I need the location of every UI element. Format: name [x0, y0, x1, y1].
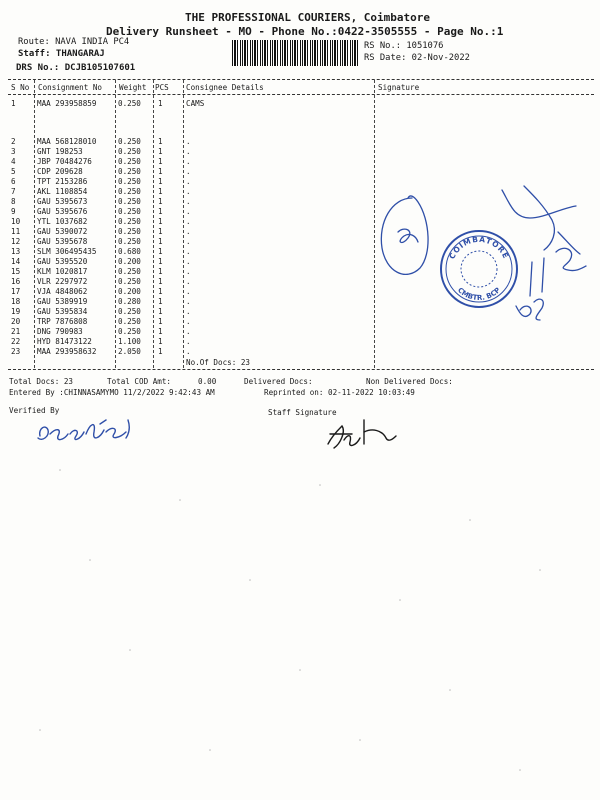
- row-weight: 0.250: [118, 167, 141, 176]
- row-consignment: VJA 4848062: [37, 287, 88, 296]
- table-row: [0, 267, 370, 277]
- table-row: [0, 157, 370, 167]
- row-consignment: GAU 5395676: [37, 207, 88, 216]
- row-consignment: GAU 5395673: [37, 197, 88, 206]
- row-consignee: .: [186, 137, 191, 146]
- col-header-consignment: Consignment No: [38, 83, 103, 92]
- row-pcs: 1: [158, 99, 163, 108]
- verified-by-label: Verified By: [9, 406, 60, 415]
- staff-signature-label: Staff Signature: [268, 408, 337, 417]
- table-row: [0, 227, 370, 237]
- row-consignee: .: [186, 267, 191, 276]
- table-row: [0, 217, 370, 227]
- stamp-bottom-text: CMBTR. BCP: [456, 286, 502, 303]
- row-sno: 21: [11, 327, 21, 336]
- row-weight: 0.250: [118, 177, 141, 186]
- row-weight: 0.250: [118, 197, 141, 206]
- row-weight: 0.250: [118, 157, 141, 166]
- rs-number: RS No.: 1051076: [364, 41, 444, 51]
- delivered-docs: Delivered Docs:: [244, 377, 313, 386]
- row-sno: 7: [11, 187, 16, 196]
- row-weight: 0.250: [118, 147, 141, 156]
- row-consignment: GAU 5390072: [37, 227, 88, 236]
- row-weight: 0.250: [118, 307, 141, 316]
- row-pcs: 1: [158, 257, 163, 266]
- row-sno: 17: [11, 287, 21, 296]
- row-weight: 1.100: [118, 337, 141, 346]
- row-pcs: 1: [158, 297, 163, 306]
- row-pcs: 1: [158, 187, 163, 196]
- row-consignee: .: [186, 147, 191, 156]
- row-sno: 13: [11, 247, 21, 256]
- row-sno: 14: [11, 257, 21, 266]
- table-row: [0, 287, 370, 297]
- row-consignment: CDP 209628: [37, 167, 83, 176]
- row-consignee: CAMS: [186, 99, 205, 108]
- row-consignee: .: [186, 197, 191, 206]
- row-pcs: 1: [158, 207, 163, 216]
- row-sno: 19: [11, 307, 21, 316]
- row-weight: 2.050: [118, 347, 141, 356]
- row-sno: 2: [11, 137, 16, 146]
- row-consignment: GAU 5389919: [37, 297, 88, 306]
- row-consignee: .: [186, 247, 191, 256]
- drs-number: DRS No.: DCJB105107601: [16, 63, 136, 73]
- row-consignment: TPT 2153286: [37, 177, 88, 186]
- table-row: [0, 137, 370, 147]
- table-row: [0, 187, 370, 197]
- table-row: [0, 307, 370, 317]
- table-row: [0, 327, 370, 337]
- row-consignee: .: [186, 207, 191, 216]
- non-delivered-docs: Non Delivered Docs:: [366, 377, 453, 386]
- entered-by: Entered By :CHINNASAMYMO 11/2/2022 9:42:43 AM: [9, 388, 215, 397]
- row-consignee: .: [186, 157, 191, 166]
- table-header-divider: [8, 94, 594, 95]
- row-pcs: 1: [158, 307, 163, 316]
- row-pcs: 1: [158, 227, 163, 236]
- row-sno: 11: [11, 227, 21, 236]
- col-header-signature: Signature: [378, 83, 420, 92]
- table-row: [0, 277, 370, 287]
- row-pcs: 1: [158, 157, 163, 166]
- row-pcs: 1: [158, 287, 163, 296]
- table-row: [0, 147, 370, 157]
- row-consignment: KLM 1020817: [37, 267, 88, 276]
- row-consignment: GAU 5395834: [37, 307, 88, 316]
- row-pcs: 1: [158, 197, 163, 206]
- company-name: THE PROFESSIONAL COURIERS, Coimbatore: [185, 11, 431, 24]
- total-cod-label: Total COD Amt:: [107, 377, 172, 386]
- row-sno: 5: [11, 167, 16, 176]
- total-docs: Total Docs: 23: [9, 377, 74, 386]
- row-consignment: GAU 5395678: [37, 237, 88, 246]
- row-weight: 0.250: [118, 237, 141, 246]
- row-weight: 0.680: [118, 247, 141, 256]
- row-consignee: .: [186, 257, 191, 266]
- row-pcs: 1: [158, 267, 163, 276]
- row-consignment: VLR 2297972: [37, 277, 88, 286]
- row-sno: 1: [11, 99, 16, 108]
- table-row: [0, 197, 370, 207]
- row-pcs: 1: [158, 177, 163, 186]
- table-row: [0, 257, 370, 267]
- row-consignee: .: [186, 297, 191, 306]
- table-row: [0, 297, 370, 307]
- row-pcs: 1: [158, 217, 163, 226]
- row-consignment: HYD 81473122: [37, 337, 92, 346]
- row-consignment: MAA 293958632: [37, 347, 97, 356]
- row-consignment: MAA 568128010: [37, 137, 97, 146]
- row-weight: 0.250: [118, 327, 141, 336]
- row-consignment: TRP 7876808: [37, 317, 88, 326]
- row-pcs: 1: [158, 247, 163, 256]
- table-row: [0, 337, 370, 347]
- runsheet-title: Delivery Runsheet - MO - Phone No.:0422-3505555 - Page No.:1: [106, 25, 504, 38]
- row-consignment: YTL 1037682: [37, 217, 88, 226]
- row-consignee: .: [186, 237, 191, 246]
- col-header-pcs: PCS: [155, 83, 169, 92]
- row-consignee: .: [186, 227, 191, 236]
- row-weight: 0.250: [118, 317, 141, 326]
- row-sno: 3: [11, 147, 16, 156]
- row-pcs: 1: [158, 147, 163, 156]
- row-consignee: .: [186, 337, 191, 346]
- row-sno: 4: [11, 157, 16, 166]
- row-consignee: .: [186, 177, 191, 186]
- row-consignee: .: [186, 347, 191, 356]
- row-weight: 0.250: [118, 187, 141, 196]
- row-consignment: GAU 5395520: [37, 257, 88, 266]
- row-consignee: .: [186, 327, 191, 336]
- row-weight: 0.250: [118, 99, 141, 108]
- row-pcs: 1: [158, 347, 163, 356]
- table-row: [0, 99, 370, 109]
- barcode-image: [232, 40, 360, 66]
- col-header-consignee: Consignee Details: [186, 83, 264, 92]
- row-consignee: .: [186, 287, 191, 296]
- row-sno: 12: [11, 237, 21, 246]
- row-pcs: 1: [158, 337, 163, 346]
- stamp-top-text: COIMBATORE: [447, 234, 511, 261]
- row-consignment: DNG 790983: [37, 327, 83, 336]
- table-row: [0, 177, 370, 187]
- row-weight: 0.280: [118, 297, 141, 306]
- rs-date: RS Date: 02-Nov-2022: [364, 53, 470, 63]
- row-weight: 0.250: [118, 137, 141, 146]
- row-consignment: SLM 306495435: [37, 247, 97, 256]
- row-consignment: AKL 1108854: [37, 187, 88, 196]
- company-seal-stamp: [438, 228, 520, 310]
- row-weight: 0.250: [118, 217, 141, 226]
- row-sno: 9: [11, 207, 16, 216]
- row-weight: 0.200: [118, 287, 141, 296]
- col-header-sno: S No: [11, 83, 30, 92]
- row-consignee: .: [186, 277, 191, 286]
- row-consignee: .: [186, 317, 191, 326]
- row-sno: 10: [11, 217, 21, 226]
- total-cod-value: 0.00: [198, 377, 217, 386]
- table-row: [0, 317, 370, 327]
- row-sno: 8: [11, 197, 16, 206]
- row-consignee: .: [186, 307, 191, 316]
- svg-text:CMBTR. BCP: [456, 286, 502, 302]
- row-sno: 18: [11, 297, 21, 306]
- row-sno: 20: [11, 317, 21, 326]
- table-row: [0, 167, 370, 177]
- row-consignee: .: [186, 167, 191, 176]
- reprinted-on: Reprinted on: 02-11-2022 10:03:49: [264, 388, 415, 397]
- row-weight: 0.250: [118, 227, 141, 236]
- row-weight: 0.250: [118, 277, 141, 286]
- row-consignment: MAA 293958859: [37, 99, 97, 108]
- table-row: [0, 247, 370, 257]
- col-header-weight: Weight: [119, 83, 147, 92]
- row-sno: 6: [11, 177, 16, 186]
- row-consignee: .: [186, 217, 191, 226]
- table-top-divider: [8, 79, 594, 80]
- row-pcs: 1: [158, 167, 163, 176]
- row-consignment: GNT 198253: [37, 147, 83, 156]
- route-label: Route: NAVA INDIA PC4: [18, 37, 130, 47]
- row-consignee: .: [186, 187, 191, 196]
- row-pcs: 1: [158, 137, 163, 146]
- row-consignment: JBP 70484276: [37, 157, 92, 166]
- scan-noise-dots: [0, 440, 600, 800]
- row-weight: 0.200: [118, 257, 141, 266]
- table-row: [0, 237, 370, 247]
- table-row: [0, 207, 370, 217]
- row-sno: 16: [11, 277, 21, 286]
- staff-label: Staff: THANGARAJ: [18, 49, 105, 59]
- row-weight: 0.250: [118, 267, 141, 276]
- row-sno: 23: [11, 347, 21, 356]
- table-bottom-divider: [8, 369, 594, 370]
- row-weight: 0.250: [118, 207, 141, 216]
- no-of-docs: No.Of Docs: 23: [186, 358, 251, 367]
- row-pcs: 1: [158, 317, 163, 326]
- row-pcs: 1: [158, 327, 163, 336]
- row-sno: 22: [11, 337, 21, 346]
- row-sno: 15: [11, 267, 21, 276]
- row-pcs: 1: [158, 277, 163, 286]
- row-pcs: 1: [158, 237, 163, 246]
- table-row: [0, 347, 370, 357]
